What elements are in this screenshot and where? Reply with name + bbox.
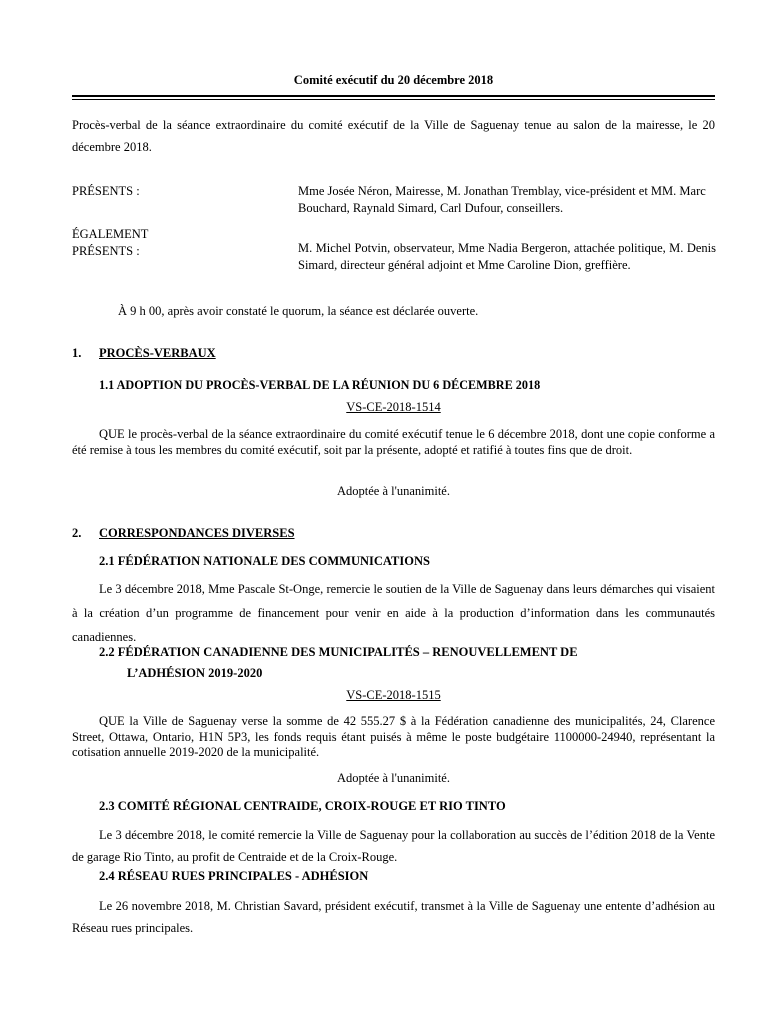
page-title: Comité exécutif du 20 décembre 2018 [293,73,494,87]
section-2-2-title-line1: 2.2 FÉDÉRATION CANADIENNE DES MUNICIPALITÉS – RENOUVELLEMENT DE [99,645,578,659]
section-2-title: CORRESPONDANCES DIVERSES [99,526,295,540]
section-2-3-title: 2.3 COMITÉ RÉGIONAL CENTRAIDE, CROIX-ROUGE ET RIO TINTO [99,799,506,813]
section-2-number: 2. [72,526,82,540]
section-1-1-text: QUE le procès-verbal de la séance extraordinaire du comité exécutif tenue le 6 décembre 2018, dont une copie conforme a été remise à tous les membres du comité exécutif, soit par la présente, adopté et ratifié à toutes fins que de droit. [72,427,715,457]
section-1-title: PROCÈS-VERBAUX [99,346,216,360]
section-1-1-adopted: Adoptée à l'unanimité. [337,484,450,498]
present-text: Mme Josée Néron, Mairesse, M. Jonathan Tremblay, vice-président et MM. Marc Bouchard, Raynald Simard, Carl Dufour, conseillers. [298,184,706,215]
also-present-text: M. Michel Potvin, observateur, Mme Nadia Bergeron, attachée politique, M. Denis Simard, directeur général adjoint et Mme Caroline Dion, greffière. [298,241,716,272]
resolution-1515: VS-CE-2018-1515 [346,688,441,702]
intro-paragraph: Procès-verbal de la séance extraordinaire du comité exécutif de la Ville de Saguenay tenue au salon de la mairesse, le 20 décembre 2018. [72,118,715,154]
section-1-1-title: 1.1 ADOPTION DU PROCÈS-VERBAL DE LA RÉUNION DU 6 DÉCEMBRE 2018 [99,378,541,392]
also-present-label [72,226,148,260]
section-1-number: 1. [72,346,82,360]
opening-statement: À 9 h 00, après avoir constaté le quorum, la séance est déclarée ouverte. [118,304,479,318]
section-2-2-title-line2: L’ADHÉSION 2019-2020 [127,666,263,680]
section-2-2-text: QUE la Ville de Saguenay verse la somme de 42 555.27 $ à la Fédération canadienne des municipalités, 24, Clarence Street, Ottawa, Ontario, H1N 5P3, les fonds requis étant puisés à même le poste budgétaire 1100000-24940, représentant la cotisation annuelle 2019-2020 de la municipalité. [72,714,715,759]
section-2-2-adopted: Adoptée à l'unanimité. [337,771,450,785]
present-label: PRÉSENTS : [72,184,140,198]
section-2-4-title: 2.4 RÉSEAU RUES PRINCIPALES - ADHÉSION [99,869,369,883]
title-rule-thick [72,95,715,97]
section-2-1-text: Le 3 décembre 2018, Mme Pascale St-Onge, remercie le soutien de la Ville de Saguenay dans leurs démarches qui visaient à la création d’un programme de financement pour venir en aide à la production d’information dans les communautés canadiennes. [72,582,715,644]
section-2-3-text: Le 3 décembre 2018, le comité remercie la Ville de Saguenay pour la collaboration au succès de l’édition 2018 de la Vente de garage Rio Tinto, au profit de Centraide et de la Croix-Rouge. [72,828,715,864]
also-label-line1: ÉGALEMENT [72,227,149,241]
section-2-4-text: Le 26 novembre 2018, M. Christian Savard, président exécutif, transmet à la Ville de Saguenay une entente d’adhésion au Réseau rues principales. [72,899,715,935]
title-rule-thin [72,99,715,100]
also-label-line2: PRÉSENTS : [72,243,140,258]
resolution-1514: VS-CE-2018-1514 [346,400,441,414]
section-2-1-title: 2.1 FÉDÉRATION NATIONALE DES COMMUNICATIONS [99,554,430,568]
